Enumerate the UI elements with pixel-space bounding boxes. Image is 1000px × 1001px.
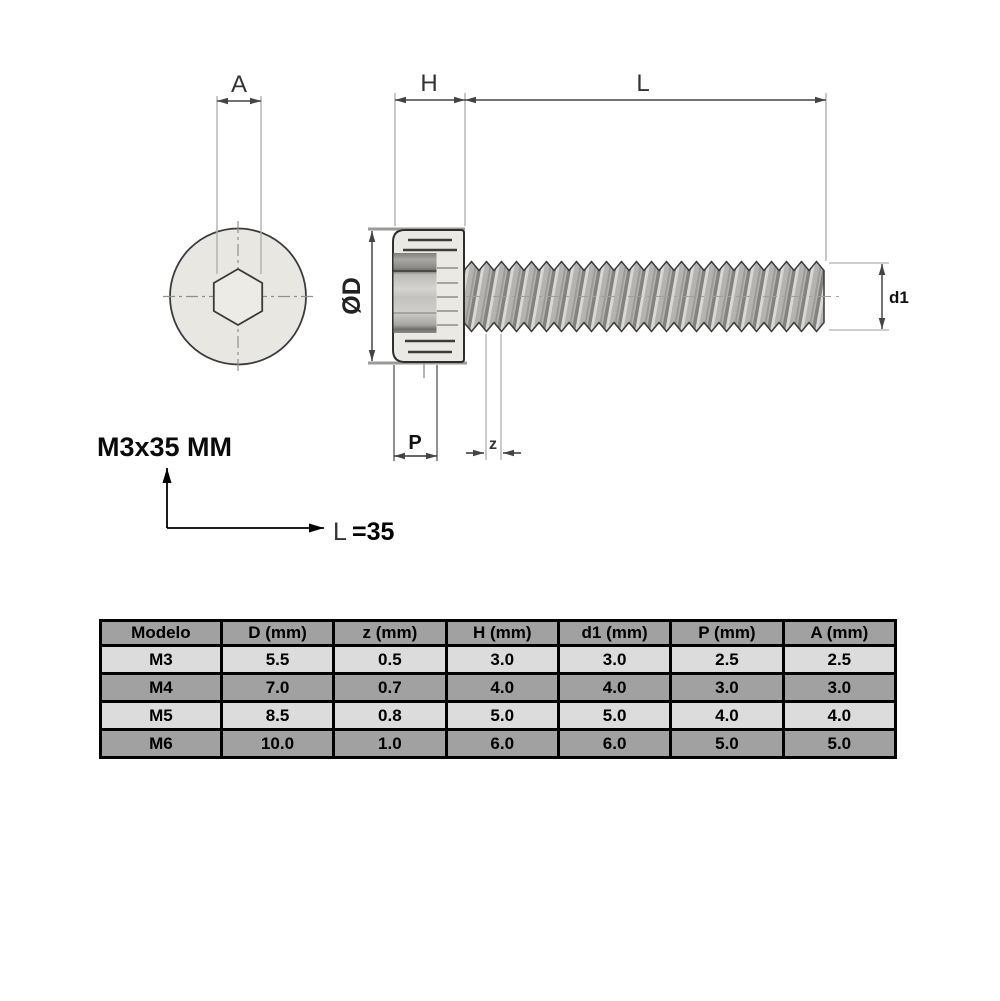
length-label: L — [333, 518, 347, 546]
dimension-l — [465, 70, 826, 261]
label-diameter: ØD — [338, 277, 366, 315]
cell-value: 2.5 — [671, 646, 783, 674]
cell-value: 4.0 — [783, 702, 895, 730]
col-header-d1: d1 (mm) — [558, 621, 670, 646]
cell-value: 3.0 — [446, 646, 558, 674]
side-view — [338, 70, 909, 461]
cell-model: M3 — [101, 646, 222, 674]
dimension-z — [466, 334, 521, 460]
cell-value: 4.0 — [558, 674, 670, 702]
table-row-m6 — [101, 730, 896, 758]
label-h: H — [420, 70, 438, 97]
col-header-a: A (mm) — [783, 621, 895, 646]
cell-value: 5.5 — [221, 646, 333, 674]
cell-value: 5.0 — [783, 730, 895, 758]
cell-value: 3.0 — [783, 674, 895, 702]
dimension-p — [394, 365, 437, 461]
cell-value: 4.0 — [671, 702, 783, 730]
table-row-m4 — [101, 674, 896, 702]
cell-value: 4.0 — [446, 674, 558, 702]
size-callout — [97, 432, 395, 546]
label-a: A — [230, 71, 248, 98]
table-row-m5 — [101, 702, 896, 730]
model-size-label: M3x35 MM — [97, 432, 233, 462]
cell-value: 1.0 — [334, 730, 446, 758]
cell-value: 6.0 — [446, 730, 558, 758]
spec-table — [99, 619, 897, 759]
cell-value: 0.8 — [334, 702, 446, 730]
col-header-modelo: Modelo — [101, 621, 222, 646]
socket-recess — [394, 253, 437, 333]
cell-value: 5.0 — [446, 702, 558, 730]
front-view — [163, 71, 315, 374]
label-z: z — [489, 436, 497, 453]
cell-value: 0.5 — [334, 646, 446, 674]
label-p: P — [408, 432, 422, 454]
dimension-diameter — [338, 231, 372, 361]
col-header-p: P (mm) — [671, 621, 783, 646]
label-l: L — [636, 70, 650, 97]
length-value: =35 — [352, 518, 395, 546]
cell-value: 5.0 — [558, 702, 670, 730]
table-header-row — [101, 621, 896, 646]
dimension-d1 — [829, 263, 909, 330]
col-header-d: D (mm) — [221, 621, 333, 646]
cell-model: M4 — [101, 674, 222, 702]
dimension-h — [395, 70, 465, 226]
cell-value: 7.0 — [221, 674, 333, 702]
cell-model: M5 — [101, 702, 222, 730]
col-header-z: z (mm) — [334, 621, 446, 646]
cell-value: 8.5 — [221, 702, 333, 730]
cell-value: 3.0 — [671, 674, 783, 702]
cell-value: 2.5 — [783, 646, 895, 674]
cell-value: 10.0 — [221, 730, 333, 758]
cell-value: 0.7 — [334, 674, 446, 702]
label-d1: d1 — [889, 288, 909, 307]
table-row-m3 — [101, 646, 896, 674]
col-header-h: H (mm) — [446, 621, 558, 646]
cell-value: 6.0 — [558, 730, 670, 758]
cell-value: 5.0 — [671, 730, 783, 758]
cell-value: 3.0 — [558, 646, 670, 674]
cell-model: M6 — [101, 730, 222, 758]
